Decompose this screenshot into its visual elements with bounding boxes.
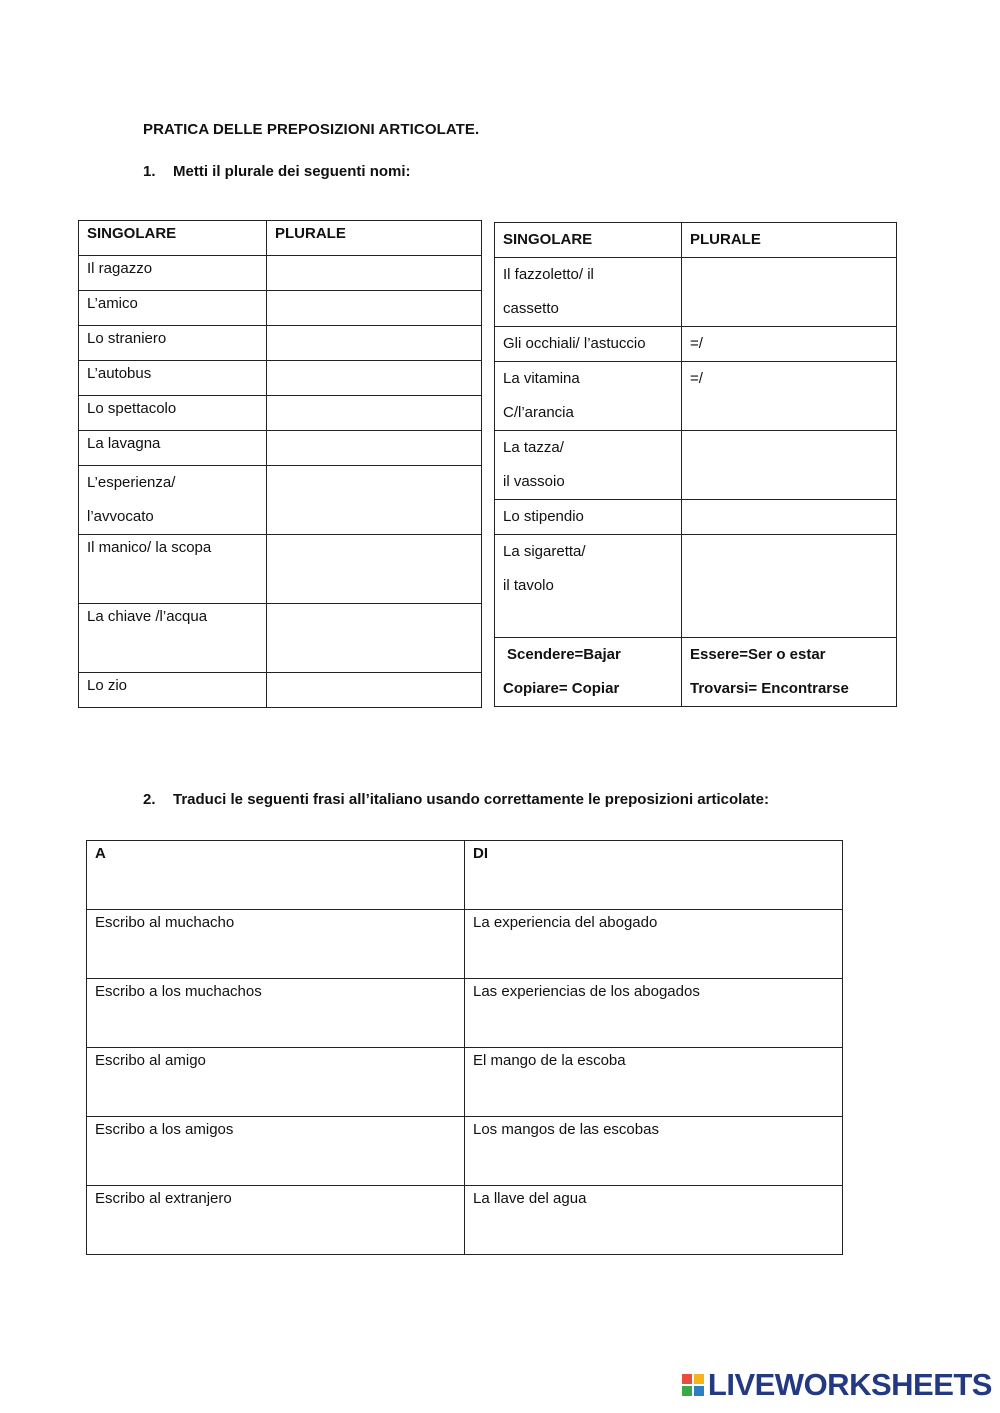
vocab-entry: Scendere=Bajar [507, 646, 621, 663]
singular-noun-line: La tazza/ [503, 439, 564, 456]
singular-noun-line: Il fazzoletto/ il [503, 266, 594, 283]
singular-noun-line: il tavolo [503, 577, 554, 594]
sentence-a: Escribo al amigo [87, 1048, 465, 1117]
plural-answer-field[interactable] [682, 535, 897, 638]
singular-noun: Lo spettacolo [79, 396, 267, 431]
singular-noun: La chiave /l’acqua [79, 604, 267, 673]
header-singolare: SINGOLARE [79, 221, 267, 256]
singular-noun-line: L’esperienza/ [87, 474, 176, 491]
header-plurale: PLURALE [267, 221, 482, 256]
sentence-di: La experiencia del abogado [465, 910, 843, 979]
vocab-entry: Trovarsi= Encontrarse [690, 680, 849, 697]
vocab-entry: Essere=Ser o estar [690, 646, 826, 663]
header-di: DI [465, 841, 843, 910]
plural-answer-field[interactable] [267, 535, 482, 604]
sentence-a: Escribo a los amigos [87, 1117, 465, 1186]
plural-answer-field[interactable] [267, 291, 482, 326]
liveworksheets-logo-icon [681, 1373, 705, 1397]
singular-noun [495, 431, 682, 500]
singular-noun-line: C/l’arancia [503, 404, 574, 421]
singular-noun [495, 362, 682, 431]
sentence-a: Escribo al muchacho [87, 910, 465, 979]
plural-answer-field[interactable] [267, 361, 482, 396]
singular-noun: Il ragazzo [79, 256, 267, 291]
vocab-entry: Copiare= Copiar [503, 680, 620, 697]
logo-square [681, 1373, 693, 1385]
plural-answer-field[interactable]: =/ [682, 362, 897, 431]
logo-square [693, 1385, 705, 1397]
exercise-1-text: Metti il plurale dei seguenti nomi: [173, 163, 411, 180]
page-title: PRATICA DELLE PREPOSIZIONI ARTICOLATE. [143, 121, 480, 138]
singular-noun: L’amico [79, 291, 267, 326]
header-singolare: SINGOLARE [495, 223, 682, 258]
singular-noun: Il manico/ la scopa [79, 535, 267, 604]
singular-noun: La lavagna [79, 431, 267, 466]
plural-answer-field[interactable] [682, 431, 897, 500]
exercise-2-instruction [143, 791, 769, 808]
header-plurale: PLURALE [682, 223, 897, 258]
plural-answer-field[interactable] [267, 396, 482, 431]
singular-noun: Gli occhiali/ l’astuccio [495, 327, 682, 362]
header-a: A [87, 841, 465, 910]
sentence-di: Las experiencias de los abogados [465, 979, 843, 1048]
sentence-di: El mango de la escoba [465, 1048, 843, 1117]
singular-noun [495, 258, 682, 327]
sentence-di: La llave del agua [465, 1186, 843, 1255]
plural-answer-field[interactable] [267, 431, 482, 466]
exercise-2-text: Traduci le seguenti frasi all’italiano usando correttamente le preposizioni articolate: [173, 791, 769, 808]
sentence-a: Escribo a los muchachos [87, 979, 465, 1048]
liveworksheets-brand[interactable] [681, 1367, 992, 1403]
liveworksheets-label: LIVEWORKSHEETS [707, 1367, 992, 1402]
plural-answer-field[interactable] [267, 326, 482, 361]
exercise-1-instruction [143, 163, 411, 180]
vocab-cell-left [495, 638, 682, 707]
logo-square [681, 1385, 693, 1397]
plural-answer-field[interactable]: =/ [682, 327, 897, 362]
singular-noun: Lo straniero [79, 326, 267, 361]
singular-noun: Lo stipendio [495, 500, 682, 535]
logo-square [693, 1373, 705, 1385]
plural-answer-field[interactable] [267, 673, 482, 708]
translation-table [86, 840, 843, 1255]
plural-answer-field[interactable] [267, 466, 482, 535]
singular-noun: Lo zio [79, 673, 267, 708]
singular-noun [495, 535, 682, 638]
plural-answer-field[interactable] [682, 500, 897, 535]
sentence-a: Escribo al extranjero [87, 1186, 465, 1255]
singular-noun-line: La sigaretta/ [503, 543, 586, 560]
singular-noun-line: l’avvocato [87, 508, 154, 525]
plural-answer-field[interactable] [682, 258, 897, 327]
vocab-cell-right [682, 638, 897, 707]
singular-noun: L’autobus [79, 361, 267, 396]
singular-noun-line: il vassoio [503, 473, 565, 490]
singular-noun-line: cassetto [503, 300, 559, 317]
exercise-2-number: 2. [143, 791, 156, 808]
sentence-di: Los mangos de las escobas [465, 1117, 843, 1186]
exercise-1-number: 1. [143, 163, 156, 180]
singular-noun [79, 466, 267, 535]
plural-table-left [78, 220, 482, 708]
plural-table-right [494, 222, 897, 707]
singular-noun-line: La vitamina [503, 370, 580, 387]
plural-answer-field[interactable] [267, 604, 482, 673]
plural-answer-field[interactable] [267, 256, 482, 291]
